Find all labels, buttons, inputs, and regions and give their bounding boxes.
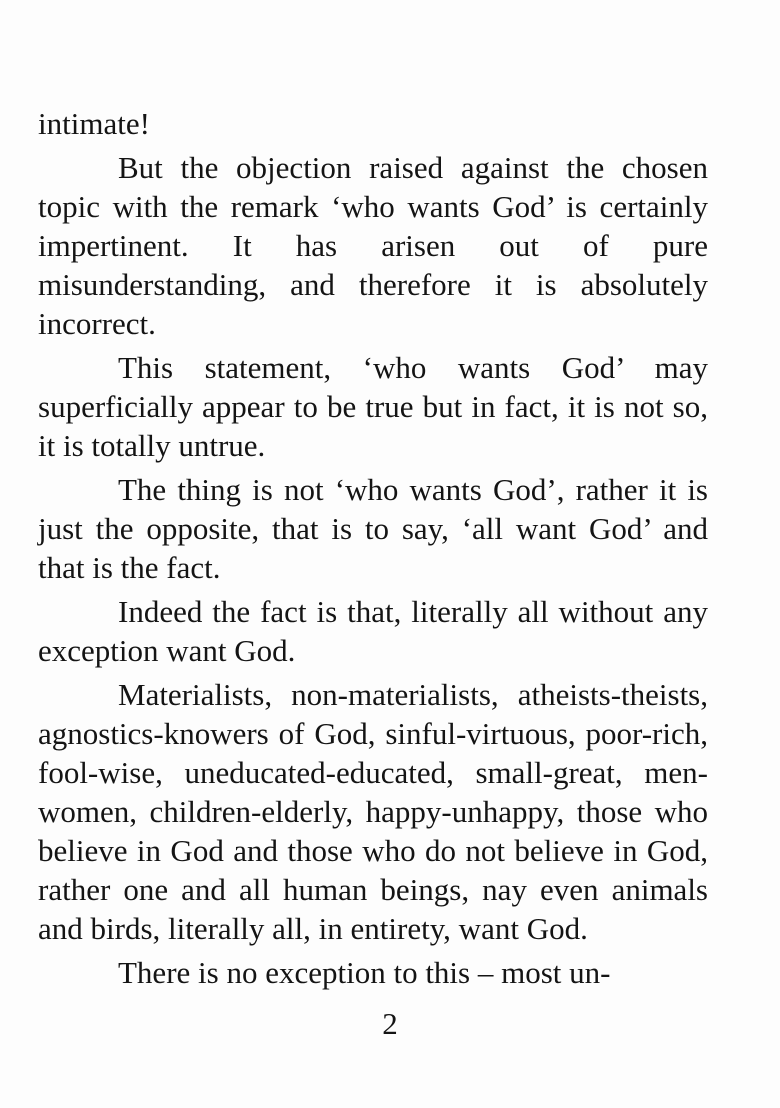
paragraph-continuation: intimate! <box>38 106 150 141</box>
paragraph-statement: This statement, ‘who wants God’ may superficially appear to be true but in fact, it is not so, it is totally untrue. <box>38 350 708 463</box>
body-text <box>38 104 708 997</box>
paragraph-no-exception: There is no exception to this – most un- <box>118 955 611 990</box>
paragraph-fact: Indeed the fact is that, literally all without any exception want God. <box>38 594 708 668</box>
paragraph-materialists: Materialists, non-materialists, atheists-theists, agnostics-knowers of God, sinful-virtuous, poor-rich, fool-wise, uneducated-educated, small-great, men-women, children-elderly, happy-unhappy, those who believe in God and those who do not believe in God, rather one and all human beings, nay even animals and birds, literally all, in entirety, want God. <box>38 677 708 946</box>
paragraph-opposite: The thing is not ‘who wants God’, rather it is just the opposite, that is to say, ‘all want God’ and that is the fact. <box>38 472 708 585</box>
page-number: 2 <box>382 1006 398 1041</box>
paragraph-objection: But the objection raised against the chosen topic with the remark ‘who wants God’ is certainly impertinent. It has arisen out of pure misunderstanding, and therefore it is absolutely incorrect. <box>38 150 708 341</box>
